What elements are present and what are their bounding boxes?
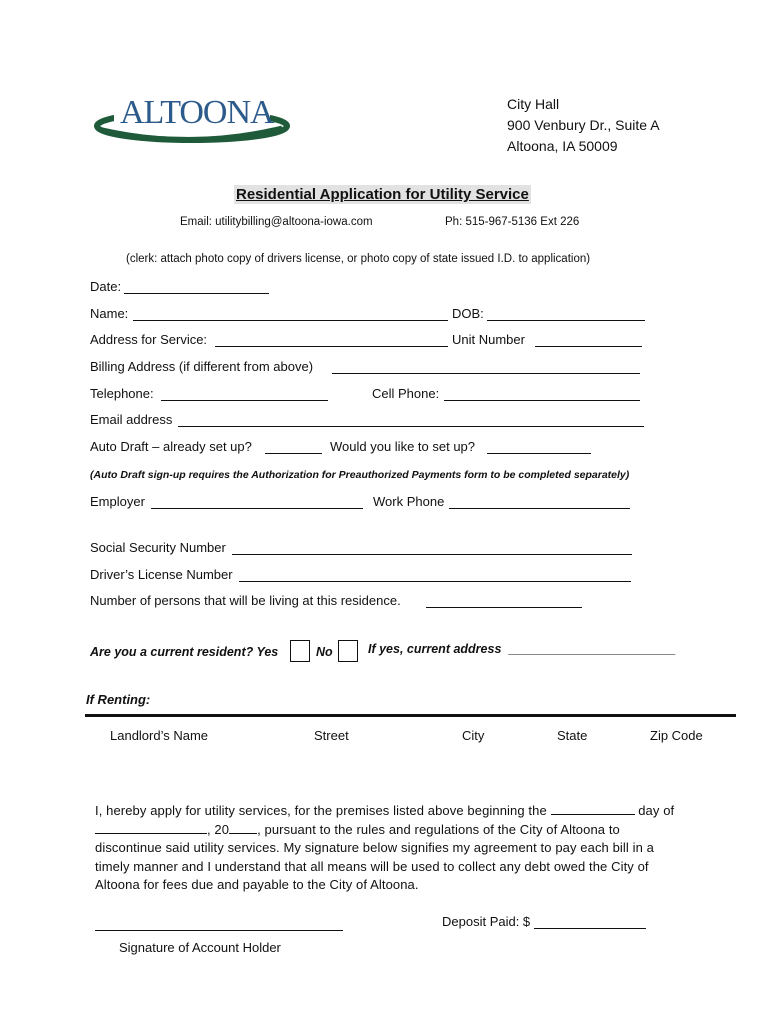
signature-field[interactable]: [95, 930, 343, 931]
altoona-logo: [94, 88, 290, 150]
begin-date-field[interactable]: [551, 802, 635, 815]
ssn-field[interactable]: [232, 554, 632, 555]
telephone-field[interactable]: [161, 400, 328, 401]
ssn-label: Social Security Number: [90, 540, 226, 555]
email-field[interactable]: [178, 426, 644, 427]
dob-field[interactable]: [487, 320, 645, 321]
address-line2: 900 Venbury Dr., Suite A: [507, 117, 660, 133]
agreement-text-1: I, hereby apply for utility services, for the premises listed above beginning the: [95, 803, 547, 818]
dob-label: DOB:: [452, 306, 484, 321]
city-header: City: [462, 728, 485, 743]
set-up-label: Would you like to set up?: [330, 439, 476, 454]
current-address-field[interactable]: ________________________: [509, 642, 676, 656]
persons-field[interactable]: [426, 607, 582, 608]
address-line1: City Hall: [507, 96, 560, 112]
deposit-field[interactable]: [534, 928, 646, 929]
resident-question: Are you a current resident? Yes: [90, 645, 279, 659]
cell-phone-field[interactable]: [444, 400, 640, 401]
drivers-license-label: Driver’s License Number: [90, 567, 233, 582]
cell-phone-label: Cell Phone:: [372, 386, 440, 401]
auto-draft-note: (Auto Draft sign-up requires the Authorization for Preauthorized Payments form to be completed separately): [90, 469, 630, 481]
work-phone-field[interactable]: [449, 508, 630, 509]
name-label: Name:: [90, 306, 129, 321]
address-line3: Altoona, IA 50009: [507, 138, 618, 154]
page-title: Residential Application for Utility Service: [236, 186, 529, 203]
day-field[interactable]: [95, 821, 207, 834]
clerk-note: (clerk: attach photo copy of drivers license, or photo copy of state issued I.D. to application): [126, 253, 591, 265]
agreement-text-3: , 20: [207, 821, 230, 837]
auto-draft-field[interactable]: [265, 453, 322, 454]
auto-draft-label: Auto Draft – already set up?: [90, 439, 252, 454]
work-phone-label: Work Phone: [373, 494, 445, 509]
contact-email: Email: utilitybilling@altoona-iowa.com: [180, 216, 373, 228]
street-header: Street: [314, 728, 349, 743]
employer-label: Employer: [90, 494, 145, 509]
zip-code-header: Zip Code: [650, 728, 703, 743]
persons-label: Number of persons that will be living at this residence.: [90, 593, 401, 608]
no-checkbox[interactable]: [338, 640, 358, 662]
agreement-text-2: day of: [638, 803, 675, 818]
employer-field[interactable]: [151, 508, 363, 509]
landlord-name-header: Landlord’s Name: [110, 728, 209, 743]
renting-divider: [85, 714, 736, 717]
year-field[interactable]: [229, 821, 257, 834]
date-field[interactable]: [124, 293, 269, 294]
drivers-license-field[interactable]: [239, 581, 631, 582]
set-up-field[interactable]: [487, 453, 591, 454]
email-label: Email address: [90, 412, 173, 427]
if-yes-label: If yes, current address: [368, 642, 502, 656]
state-header: State: [557, 728, 588, 743]
billing-address-field[interactable]: [332, 373, 640, 374]
logo-text: ALTOONA: [120, 94, 274, 131]
if-renting-label: If Renting:: [86, 692, 151, 707]
yes-checkbox[interactable]: [290, 640, 310, 662]
deposit-label: Deposit Paid: $: [442, 914, 531, 929]
contact-phone: Ph: 515-967-5136 Ext 226: [445, 216, 580, 228]
billing-address-label: Billing Address (if different from above): [90, 359, 314, 374]
unit-number-label: Unit Number: [452, 332, 525, 347]
agreement-text-4: , pursuant to the rules and regulations of the City of Altoona to discontinue said utility services. My signature below signifies my agreement to pay each bill in a timely manner and I understand that all means will be used to collect any debt owed the City of Altoona for fees due and payable to the City of Altoona.: [95, 821, 654, 892]
service-address-label: Address for Service:: [90, 332, 208, 347]
no-label: No: [316, 645, 333, 659]
name-field[interactable]: [133, 320, 448, 321]
unit-number-field[interactable]: [535, 346, 642, 347]
date-label: Date:: [90, 279, 122, 294]
telephone-label: Telephone:: [90, 386, 154, 401]
service-address-field[interactable]: [215, 346, 448, 347]
signature-label: Signature of Account Holder: [119, 940, 281, 955]
agreement-paragraph: [95, 802, 680, 895]
